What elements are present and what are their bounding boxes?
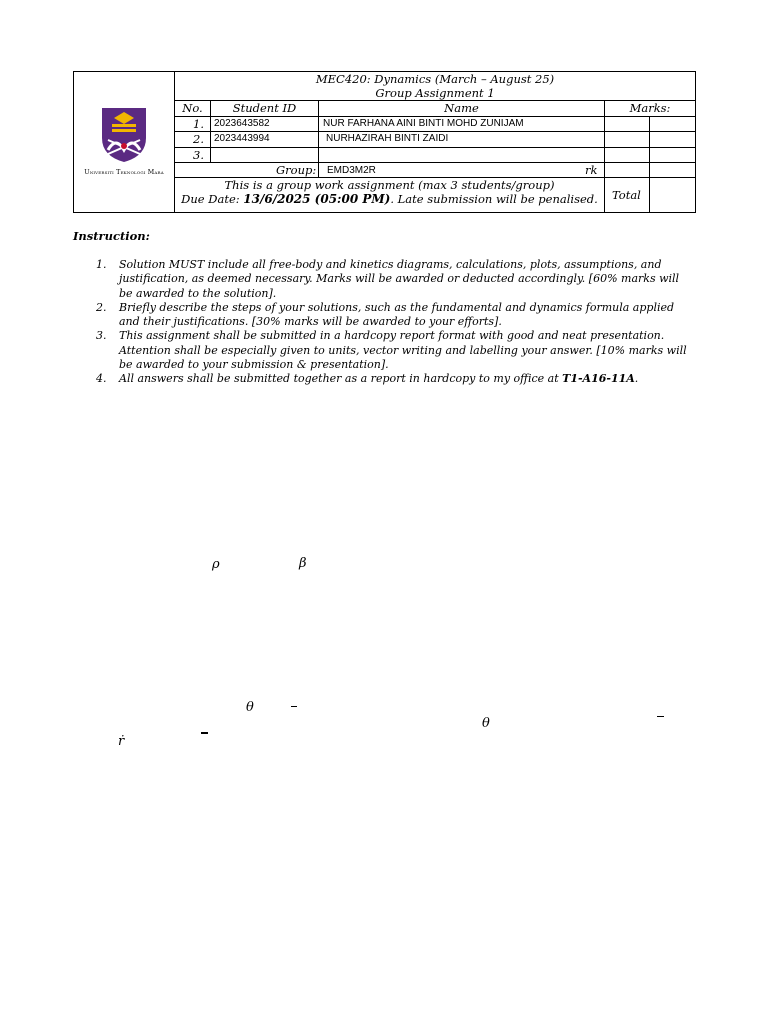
item-number: 4. (96, 372, 107, 386)
vector-bar (291, 706, 297, 707)
row-student-id: 2023443994 (214, 133, 270, 144)
row-name: NURHAZIRAH BINTI ZAIDI (326, 133, 449, 144)
col-marks: Marks: (629, 101, 671, 115)
row-name: NUR FARHANA AINI BINTI MOHD ZUNIJAM (323, 118, 524, 129)
group-note: This is a group work assignment (max 3 students/group) (224, 178, 555, 192)
total-label: Total (612, 188, 641, 202)
due-suffix: . Late submission will be penalised. (390, 192, 598, 206)
row-student-id: 2023643582 (214, 118, 270, 129)
office-location: T1-A16-11A (562, 372, 635, 386)
list-item (96, 301, 696, 330)
beta-symbol: β (299, 556, 307, 571)
instruction-list (96, 258, 696, 387)
vector-bar (657, 716, 664, 717)
assignment-title: Group Assignment 1 (375, 86, 495, 100)
item-text: This assignment shall be submitted in a hardcopy report format with good and neat presentation. Attention shall be especially given to units, vector writing and labelling your answer. [10% marks will be awarded to your submission & presentation]. (119, 329, 687, 372)
item-text: . (634, 372, 639, 386)
rho-symbol: ρ (212, 557, 220, 572)
logo-text: Universiti Teknologi Mara (84, 169, 164, 176)
r-dot-symbol: ṙ (118, 734, 125, 749)
list-item (96, 372, 696, 386)
row-no: 2. (193, 132, 204, 146)
crest-icon (78, 106, 170, 162)
col-name: Name (444, 101, 479, 115)
group-label: Group: (276, 163, 317, 177)
instruction-heading: Instruction: (73, 229, 150, 243)
due-date: 13/6/2025 (05:00 PM) (243, 192, 391, 206)
due-prefix: Due Date: (181, 192, 244, 206)
item-number: 3. (96, 329, 107, 343)
item-text: Solution MUST include all free-body and kinetics diagrams, calculations, plots, assumptions, and justification, as deemed necessary. Marks will be awarded or deducted accordingly. [60% marks will be awarded to the solution]. (119, 258, 680, 300)
list-item (96, 258, 696, 301)
row-no: 1. (193, 117, 204, 131)
university-logo (78, 106, 170, 176)
item-text: Briefly describe the steps of your solutions, such as the fundamental and dynamics formula applied and their justifications. [30% marks will be awarded to your efforts]. (119, 300, 675, 329)
vector-bar (201, 732, 208, 734)
col-no: No. (182, 101, 203, 115)
row-no: 3. (193, 148, 204, 162)
due-date-line (175, 192, 604, 206)
col-student-id: Student ID (232, 101, 297, 115)
list-item (96, 329, 696, 372)
theta-symbol: θ (246, 700, 254, 715)
course-title: MEC420: Dynamics (March – August 25) (315, 72, 555, 86)
item-number: 1. (96, 258, 107, 271)
group-value: EMD3M2R (327, 165, 376, 176)
group-suffix: rk (585, 163, 598, 177)
item-text: All answers shall be submitted together as a report in hardcopy to my office at (119, 372, 563, 386)
item-number: 2. (96, 300, 107, 314)
theta-symbol: θ (482, 716, 490, 731)
